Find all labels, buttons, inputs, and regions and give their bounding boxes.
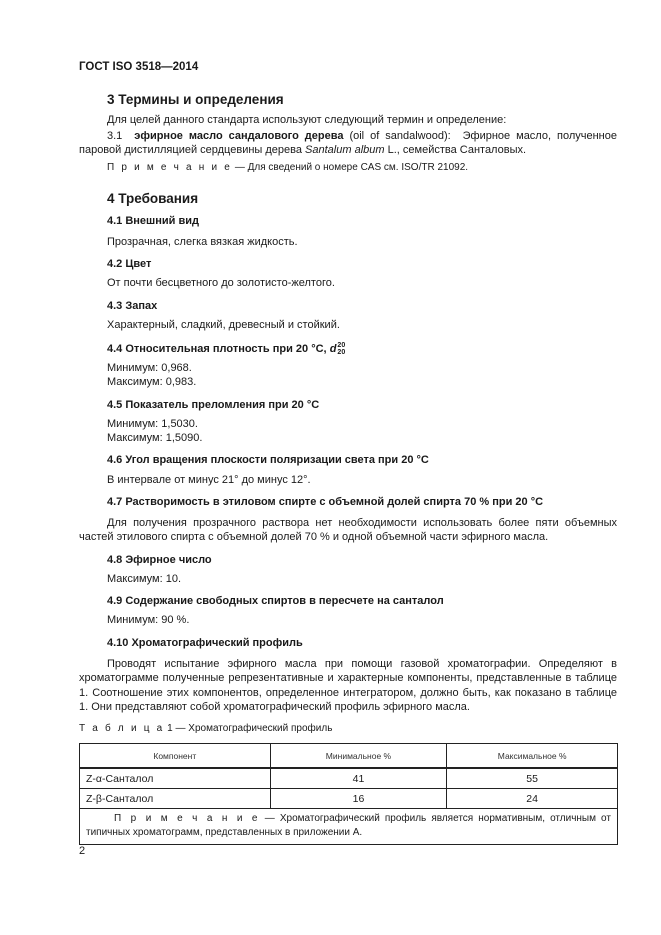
- cell-component: Z-α-Санталол: [80, 768, 271, 789]
- caption-text: 1 — Хроматографический профиль: [167, 723, 333, 734]
- s3-definition: [79, 129, 617, 158]
- section-3-title: 3 Термины и определения: [107, 92, 284, 107]
- chromatographic-profile-table: [79, 743, 618, 845]
- def-text: Эфирное масло, полученное паровой дистилляцией сердцевины дерева: [79, 130, 617, 157]
- def-text2: L., семейства Санталовых.: [387, 144, 527, 157]
- s44-min: Минимум: 0,968.: [107, 362, 192, 374]
- s43-text: Характерный, сладкий, древесный и стойкий.: [107, 319, 340, 331]
- table-row: [80, 768, 618, 789]
- table-note: [80, 809, 618, 845]
- table-note-label: П р и м е ч а н и е: [114, 813, 260, 824]
- s44-max: Максимум: 0,983.: [107, 376, 197, 388]
- s48-title: 4.8 Эфирное число: [107, 554, 212, 566]
- s45-min: Минимум: 1,5030.: [107, 418, 198, 430]
- def-num: 3.1: [107, 130, 123, 142]
- s46-title: 4.6 Угол вращения плоскости поляризации света при 20 °С: [107, 454, 429, 466]
- s45-max: Максимум: 1,5090.: [107, 432, 203, 444]
- def-term: эфирное масло сандалового дерева: [134, 130, 344, 142]
- s44-title: [107, 342, 345, 356]
- density-sub: 20: [337, 349, 346, 356]
- s42-title: 4.2 Цвет: [107, 258, 152, 270]
- s3-intro: Для целей данного стандарта используют следующий термин и определение:: [107, 114, 507, 126]
- s44-title-text: 4.4 Относительная плотность при 20 °С,: [107, 342, 327, 355]
- density-sup: 20: [337, 342, 346, 349]
- table-note-row: [80, 809, 618, 845]
- s410-title: 4.10 Хроматографический профиль: [107, 637, 303, 649]
- def-latin: Santalum album: [305, 144, 385, 157]
- table-caption: [79, 723, 332, 734]
- cell-component: Z-β-Санталол: [80, 789, 271, 809]
- s49-title: 4.9 Содержание свободных спиртов в пересчете на санталол: [107, 595, 444, 607]
- col-header: Компонент: [80, 744, 271, 769]
- s3-note: [107, 162, 468, 173]
- def-en: (oil of sandalwood):: [349, 130, 451, 142]
- document-header: ГОСТ ISO 3518—2014: [79, 61, 199, 73]
- density-symbol: d: [329, 342, 337, 355]
- s47-text: Для получения прозрачного раствора нет необходимости использовать более пяти объемных частей этилового спирта с объемной долей 70 % и одной объемной части эфирного масла.: [79, 517, 617, 544]
- table-row: [80, 789, 618, 809]
- s43-title: 4.3 Запах: [107, 300, 158, 312]
- s410-text: Проводят испытание эфирного масла при помощи газовой хроматографии. Определяют в хроматограмме полученные репрезентативные и характерные компоненты, представленные в таблице 1. Соотношение этих компонентов, определенное интегратором, должно быть, как показано в таблице 1. Они представляют собой хроматографический профиль эфирного масла.: [79, 658, 617, 713]
- s41-text: Прозрачная, слегка вязкая жидкость.: [107, 236, 298, 248]
- cell-max: 24: [447, 789, 618, 809]
- s48-text: Максимум: 10.: [107, 573, 182, 585]
- cell-min: 41: [270, 768, 447, 789]
- s41-title: 4.1 Внешний вид: [107, 215, 199, 227]
- col-header: Минимальное %: [270, 744, 447, 769]
- cell-min: 16: [270, 789, 447, 809]
- s45-title: 4.5 Показатель преломления при 20 °С: [107, 399, 320, 411]
- table-header-row: [80, 744, 618, 769]
- s46-text: В интервале от минус 21° до минус 12°.: [107, 474, 311, 486]
- caption-label: Т а б л и ц а: [79, 723, 165, 734]
- s47-title: 4.7 Растворимость в этиловом спирте с объемной долей спирта 70 % при 20 °С: [107, 496, 544, 508]
- s49-text: Минимум: 90 %.: [107, 614, 190, 626]
- note-text: — Для сведений о номере CAS см. ISO/TR 21092.: [234, 162, 469, 173]
- s42-text: От почти бесцветного до золотисто-желтого.: [107, 277, 335, 289]
- page-number: 2: [79, 845, 86, 857]
- section-4-title: 4 Требования: [107, 191, 199, 206]
- table-note-text: — Хроматографический профиль является нормативным, отличным от типичных хроматограмм, представленных в приложении А.: [86, 813, 611, 838]
- col-header: Максимальное %: [447, 744, 618, 769]
- note-label: П р и м е ч а н и е: [107, 162, 233, 173]
- cell-max: 55: [447, 768, 618, 789]
